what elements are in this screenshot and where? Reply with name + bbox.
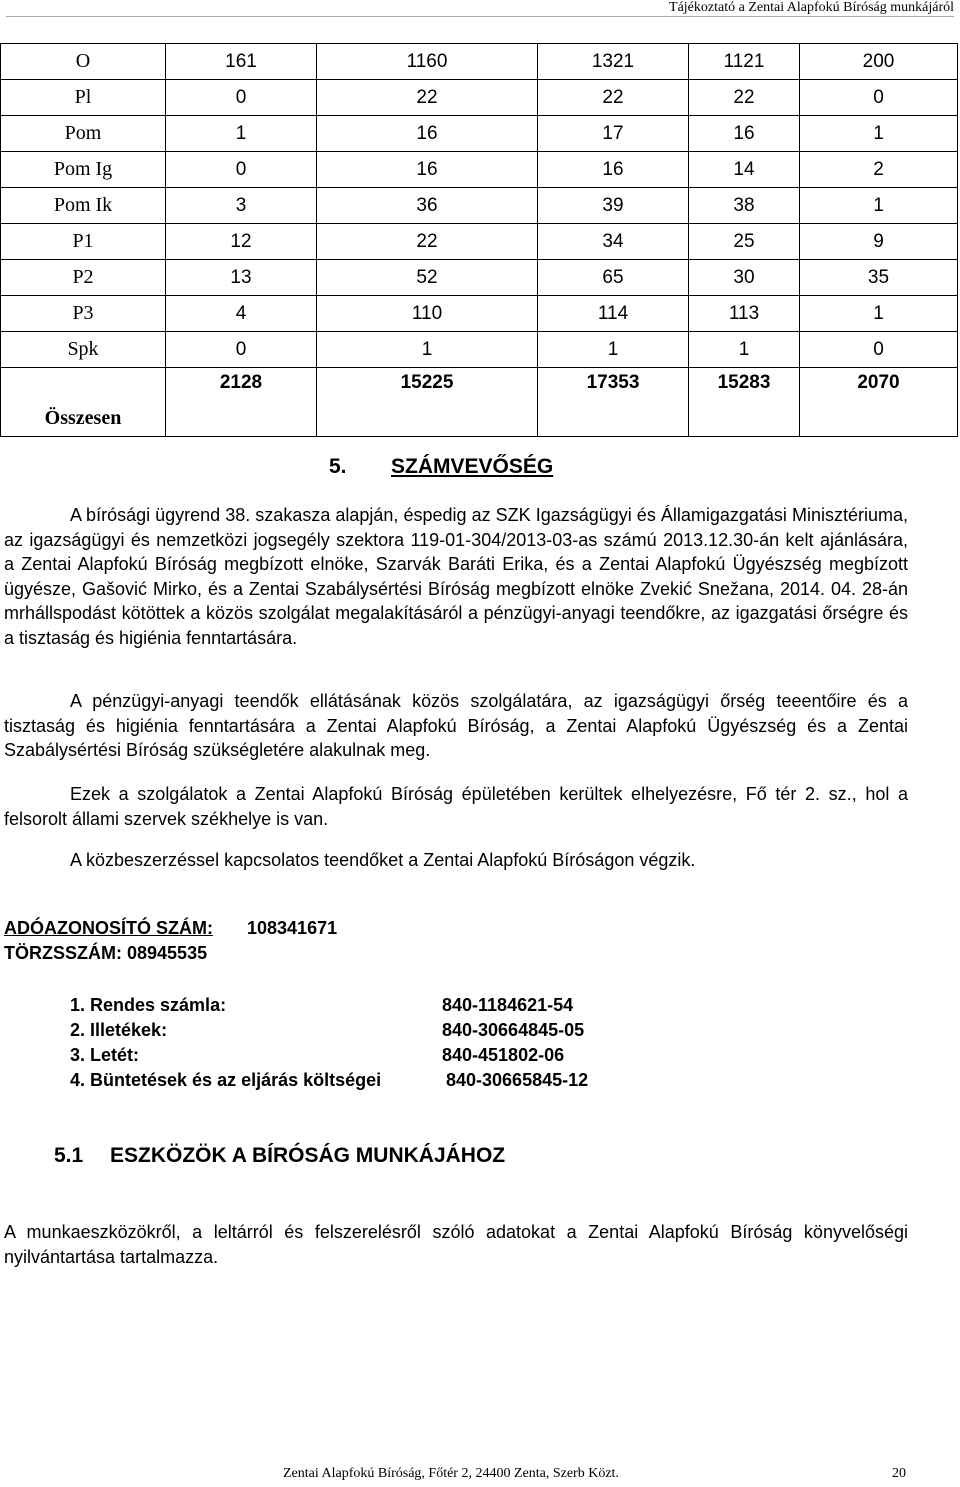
- table-cell: 2128: [166, 368, 317, 437]
- running-header: Tájékoztató a Zentai Alapfokú Bíróság munkájáról: [669, 0, 954, 15]
- row-label: P2: [1, 260, 166, 296]
- registry-value: 08945535: [127, 943, 208, 963]
- table-row: [1, 116, 958, 152]
- table-cell: 3: [166, 188, 317, 224]
- tax-id-value: 108341671: [247, 918, 338, 938]
- table-row: [1, 188, 958, 224]
- account-line: [70, 995, 574, 1016]
- account-line: [70, 1045, 565, 1066]
- section-5-1-heading: [54, 1144, 505, 1168]
- table-cell: 0: [166, 152, 317, 188]
- table-cell: 113: [689, 296, 800, 332]
- table-cell: 161: [166, 44, 317, 80]
- table-cell: 16: [317, 116, 538, 152]
- table-row: [1, 80, 958, 116]
- account-number: 840-451802-06: [442, 1045, 565, 1065]
- registry-label: TÖRZSSZÁM: [4, 943, 116, 963]
- table-cell: 200: [800, 44, 958, 80]
- row-label: Pom Ik: [1, 188, 166, 224]
- table-cell: 1: [538, 332, 689, 368]
- table-cell: 110: [317, 296, 538, 332]
- account-line: [70, 1070, 589, 1091]
- table-cell: 1: [689, 332, 800, 368]
- table-cell: 25: [689, 224, 800, 260]
- table-cell: 17353: [538, 368, 689, 437]
- row-label: Összesen: [1, 368, 166, 437]
- table-cell: 22: [538, 80, 689, 116]
- row-label: Pom Ig: [1, 152, 166, 188]
- page-number: 20: [892, 1466, 906, 1481]
- table-cell: 1: [317, 332, 538, 368]
- table-cell: 17: [538, 116, 689, 152]
- table-cell: 22: [317, 224, 538, 260]
- table-cell: 1: [800, 296, 958, 332]
- paragraph: A bírósági ügyrend 38. szakasza alapján, éspedig az SZK Igazságügyi és Államigazgatási Minisztériuma, az igazságügyi és nemzetközi jogsegély szektora 119-01-304/2013-03-as számú 2013.12.30-án kelt ajánlására, a Zentai Alapfokú Bíróság megbízott elnöke, Szarvák Baráti Erika, és a Zentai Alapfokú Ügyészség megbízott ügyésze, Gašović Mirko, és a Zentai Szabálysértési Bíróság megbízott elnöke Zvekić Snežana, 2014. 04. 28-án mrhállspodást kötöttek a közös szolgálat megalakításáról a pénzügyi-anyagi teendőkre, az igazgatási őrségre és a tisztaság és higiénia fenntartására.: [4, 505, 908, 648]
- table-row: [1, 260, 958, 296]
- table-row: [1, 296, 958, 332]
- section-5-heading: [329, 455, 553, 479]
- table-cell: 9: [800, 224, 958, 260]
- table-cell: 16: [317, 152, 538, 188]
- tax-id-label: ADÓAZONOSÍTÓ SZÁM: [4, 918, 207, 938]
- table-row: [1, 224, 958, 260]
- row-label: O: [1, 44, 166, 80]
- table-cell: 12: [166, 224, 317, 260]
- table-cell: 0: [800, 80, 958, 116]
- table-total-row: [1, 368, 958, 437]
- account-name: 3. Letét:: [70, 1045, 140, 1065]
- table-cell: 16: [538, 152, 689, 188]
- account-number: 840-1184621-54: [442, 995, 574, 1015]
- table-cell: 0: [800, 332, 958, 368]
- table-cell: 36: [317, 188, 538, 224]
- table-cell: 114: [538, 296, 689, 332]
- table-cell: 22: [317, 80, 538, 116]
- table-cell: 1: [800, 188, 958, 224]
- paragraph: Ezek a szolgálatok a Zentai Alapfokú Bíróság épületében kerültek elhelyezésre, Fő tér 2. sz., hol a felsorolt állami szervek székhelye is van.: [4, 784, 908, 829]
- registry-number-line: TÖRZSSZÁM: 08945535: [4, 943, 208, 963]
- row-label: Pl: [1, 80, 166, 116]
- account-number: 840-30665845-12: [446, 1070, 589, 1090]
- table-cell: 22: [689, 80, 800, 116]
- row-label: P3: [1, 296, 166, 332]
- table-cell: 30: [689, 260, 800, 296]
- section-number: 5.1: [54, 1144, 84, 1167]
- section-title: SZÁMVEVŐSÉG: [391, 455, 554, 478]
- table-cell: 15225: [317, 368, 538, 437]
- table-cell: 35: [800, 260, 958, 296]
- table-row: [1, 44, 958, 80]
- table-cell: 0: [166, 332, 317, 368]
- table-cell: 2: [800, 152, 958, 188]
- table-cell: 15283: [689, 368, 800, 437]
- header-rule: [6, 16, 954, 17]
- table-cell: 39: [538, 188, 689, 224]
- table-cell: 65: [538, 260, 689, 296]
- row-label: Pom: [1, 116, 166, 152]
- paragraph: A munkaeszközökről, a leltárról és felszerelésről szóló adatokat a Zentai Alapfokú Bíróság könyvelőségi nyilvántartása tartalmazza.: [4, 1222, 908, 1267]
- table-cell: 14: [689, 152, 800, 188]
- account-name: 4. Büntetések és az eljárás költségei: [70, 1070, 382, 1090]
- table-cell: 0: [166, 80, 317, 116]
- row-label: P1: [1, 224, 166, 260]
- table-row: [1, 332, 958, 368]
- account-line: [70, 1020, 585, 1041]
- row-label: Spk: [1, 332, 166, 368]
- table-cell: 1: [800, 116, 958, 152]
- table-cell: 38: [689, 188, 800, 224]
- case-statistics-table: [0, 43, 958, 437]
- table-row: [1, 152, 958, 188]
- account-name: 1. Rendes számla:: [70, 995, 227, 1015]
- table-cell: 16: [689, 116, 800, 152]
- paragraph: A pénzügyi-anyagi teendők ellátásának közös szolgálatára, az igazságügyi őrség teeentőire és a tisztaság és higiénia fenntartására a Zentai Alapfokú Bíróság, a Zentai Alapfokú Ügyészség és a Zentai Szabálysértési Bíróság szükségletére alakulnak meg.: [4, 691, 908, 760]
- table-cell: 2070: [800, 368, 958, 437]
- table-cell: 1160: [317, 44, 538, 80]
- tax-id-line: ADÓAZONOSÍTÓ SZÁM: 108341671: [4, 918, 338, 938]
- table-cell: 1321: [538, 44, 689, 80]
- footer-address: Zentai Alapfokú Bíróság, Főtér 2, 24400 Zenta, Szerb Közt.: [283, 1466, 619, 1481]
- table-cell: 13: [166, 260, 317, 296]
- table-cell: 1121: [689, 44, 800, 80]
- account-name: 2. Illetékek:: [70, 1020, 168, 1040]
- paragraph: A közbeszerzéssel kapcsolatos teendőket a Zentai Alapfokú Bíróságon végzik.: [70, 850, 696, 870]
- table-cell: 1: [166, 116, 317, 152]
- table-cell: 34: [538, 224, 689, 260]
- table-cell: 52: [317, 260, 538, 296]
- section-number: 5.: [329, 455, 347, 478]
- section-title: ESZKÖZÖK A BÍRÓSÁG MUNKÁJÁHOZ: [110, 1144, 506, 1167]
- table-cell: 4: [166, 296, 317, 332]
- account-number: 840-30664845-05: [442, 1020, 585, 1040]
